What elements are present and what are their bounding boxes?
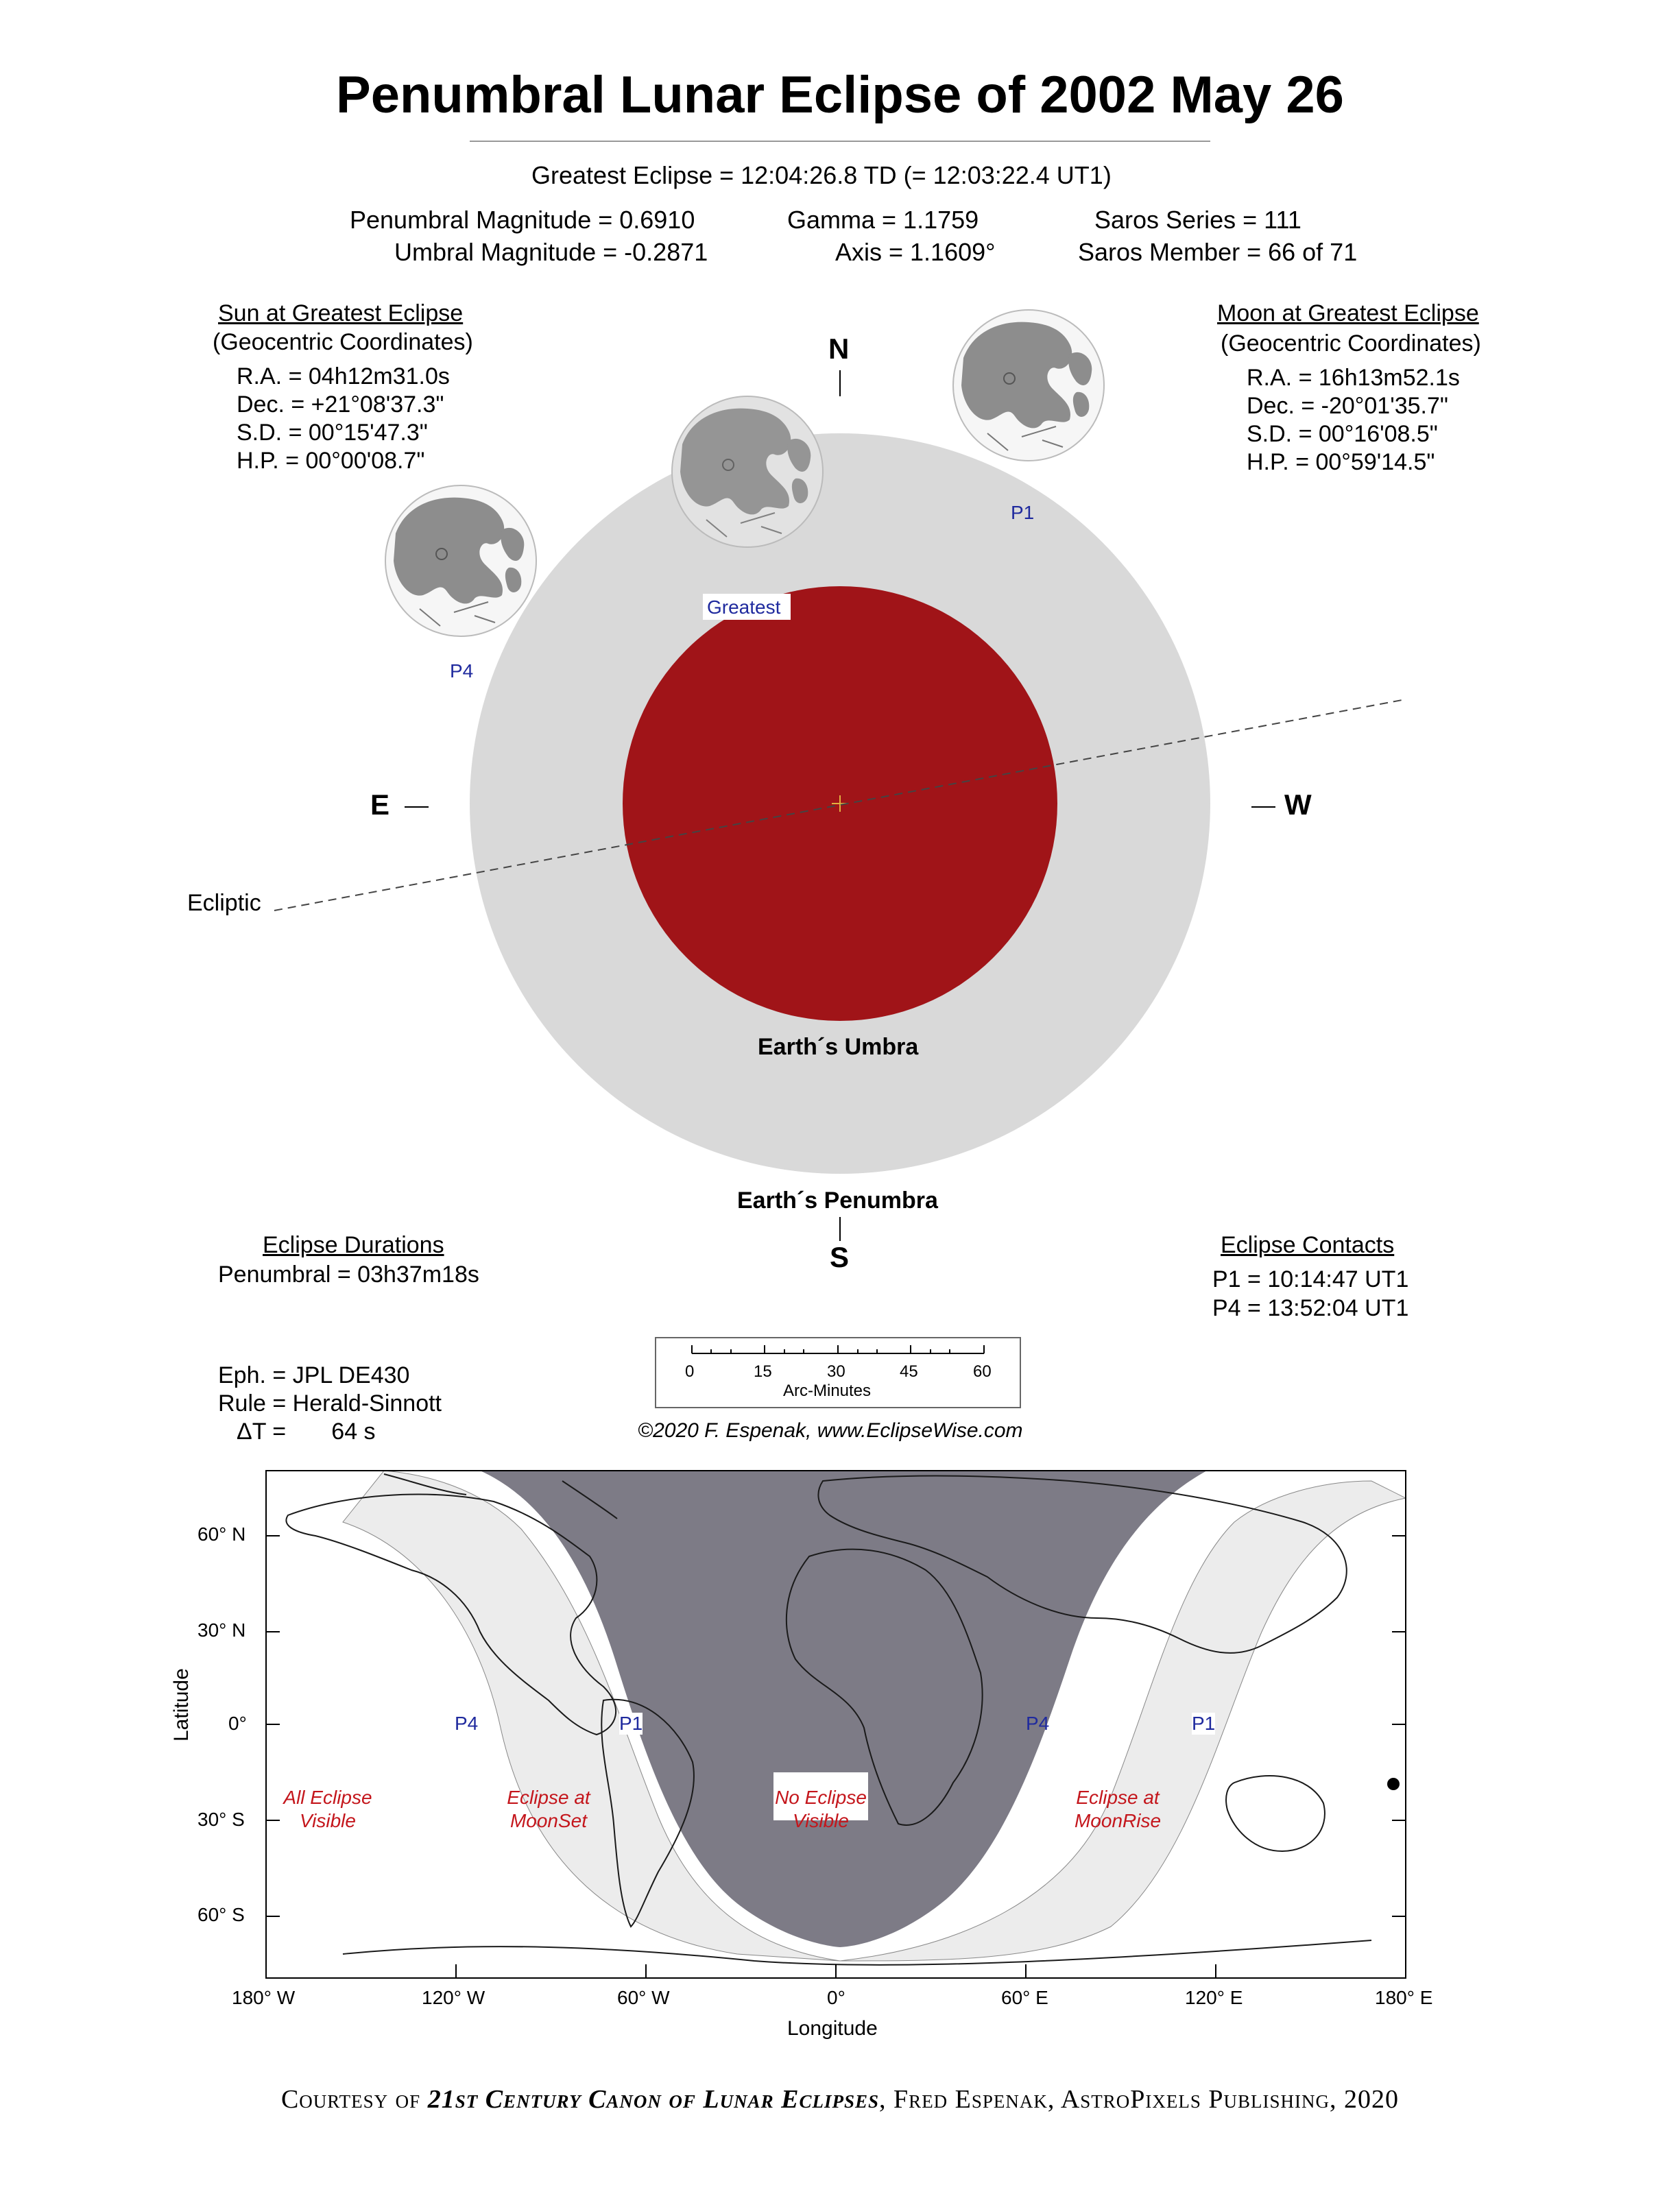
title-divider	[470, 141, 1210, 142]
contacts-heading: Eclipse Contacts	[1221, 1232, 1395, 1258]
moon-greatest	[672, 396, 823, 547]
delta-t: ΔT = 64 s	[237, 1419, 376, 1445]
eclipse-diagram	[0, 302, 1680, 1262]
sun-subheading: (Geocentric Coordinates)	[213, 329, 473, 355]
compass-east: E	[370, 788, 390, 821]
gamma-value: Gamma = 1.1759	[787, 206, 979, 234]
ecliptic-label: Ecliptic	[187, 890, 261, 916]
penumbra-label: Earth´s Penumbra	[737, 1188, 938, 1214]
visibility-map	[0, 1460, 1680, 2057]
lat-0: 0°	[228, 1713, 247, 1734]
region-moonset: Eclipse at MoonSet	[507, 1787, 590, 1831]
lon-180e: 180° E	[1375, 1987, 1433, 2008]
scale-tick-30: 30	[827, 1362, 845, 1381]
map-p1-west: P1	[619, 1713, 643, 1734]
lon-120w: 120° W	[422, 1987, 485, 2008]
delta-t-rule: Rule = Herald-Sinnott	[218, 1390, 442, 1417]
region-all-visible: All Eclipse Visible	[283, 1787, 372, 1831]
scale-units: Arc-Minutes	[783, 1382, 872, 1400]
map-ylabel: Latitude	[170, 1668, 193, 1741]
saros-series: Saros Series = 111	[1094, 206, 1301, 234]
region-moonrise: Eclipse at MoonRise	[1074, 1787, 1162, 1831]
scale-bar	[655, 1337, 1021, 1408]
penumbral-duration: Penumbral = 03h37m18s	[218, 1262, 479, 1288]
greatest-tag: Greatest	[707, 596, 781, 618]
map-p4-east: P4	[1026, 1713, 1050, 1734]
region-no-eclipse: No Eclipse Visible	[775, 1787, 867, 1831]
sun-dec: Dec. = +21°08'37.3"	[237, 391, 444, 418]
umbral-magnitude: Umbral Magnitude = -0.2871	[394, 238, 708, 266]
lon-60e: 60° E	[1001, 1987, 1048, 2008]
sun-ra: R.A. = 04h12m31.0s	[237, 363, 450, 389]
sun-hp: H.P. = 00°00'08.7"	[237, 448, 425, 474]
contact-p4-tag: P4	[450, 660, 474, 682]
map-p4-west: P4	[455, 1713, 479, 1734]
sun-heading: Sun at Greatest Eclipse	[218, 300, 464, 326]
scale-tick-15: 15	[754, 1362, 772, 1381]
moon-hp: H.P. = 00°59'14.5"	[1247, 449, 1435, 475]
map-xlabel: Longitude	[787, 2017, 878, 2040]
moon-ra: R.A. = 16h13m52.1s	[1247, 365, 1460, 391]
scale-tick-45: 45	[900, 1362, 918, 1381]
compass-north: N	[828, 333, 850, 365]
ephemeris: Eph. = JPL DE430	[218, 1362, 410, 1388]
page-title: Penumbral Lunar Eclipse of 2002 May 26	[336, 66, 1344, 124]
scale-tick-0: 0	[685, 1362, 695, 1381]
moon-p1	[953, 310, 1104, 461]
moon-sd: S.D. = 00°16'08.5"	[1247, 421, 1438, 447]
lat-60s: 60° S	[197, 1904, 245, 1925]
lat-30s: 30° S	[197, 1809, 245, 1830]
moon-p4	[385, 485, 536, 636]
scale-tick-60: 60	[973, 1362, 992, 1381]
contact-p4: P4 = 13:52:04 UT1	[1212, 1295, 1409, 1321]
sun-sd: S.D. = 00°15'47.3"	[237, 420, 428, 446]
saros-member: Saros Member = 66 of 71	[1078, 238, 1358, 266]
durations-heading: Eclipse Durations	[263, 1232, 444, 1258]
umbra-label: Earth´s Umbra	[758, 1034, 919, 1060]
footer-credit: Courtesy of 21st Century Canon of Lunar Eclipses, Fred Espenak, AstroPixels Publishing, 2020	[280, 2085, 1400, 2114]
lon-60w: 60° W	[617, 1987, 670, 2008]
penumbral-magnitude: Penumbral Magnitude = 0.6910	[350, 206, 695, 234]
moon-dec: Dec. = -20°01'35.7"	[1247, 393, 1448, 419]
moon-subheading: (Geocentric Coordinates)	[1221, 330, 1481, 357]
axis-value: Axis = 1.1609°	[835, 238, 996, 266]
lat-60n: 60° N	[197, 1523, 246, 1545]
lon-0: 0°	[827, 1987, 845, 2008]
map-p1-east: P1	[1192, 1713, 1216, 1734]
compass-south: S	[830, 1241, 850, 1273]
lon-120e: 120° E	[1185, 1987, 1243, 2008]
moon-heading: Moon at Greatest Eclipse	[1217, 300, 1479, 326]
copyright: ©2020 F. Espenak, www.EclipseWise.com	[638, 1419, 1023, 1442]
contact-p1-tag: P1	[1011, 502, 1035, 523]
lat-30n: 30° N	[197, 1619, 246, 1641]
lon-180w: 180° W	[232, 1987, 296, 2008]
compass-west: W	[1284, 788, 1312, 821]
contact-p1: P1 = 10:14:47 UT1	[1212, 1266, 1409, 1292]
greatest-eclipse-time: Greatest Eclipse = 12:04:26.8 TD (= 12:03:22.4 UT1)	[531, 161, 1112, 189]
